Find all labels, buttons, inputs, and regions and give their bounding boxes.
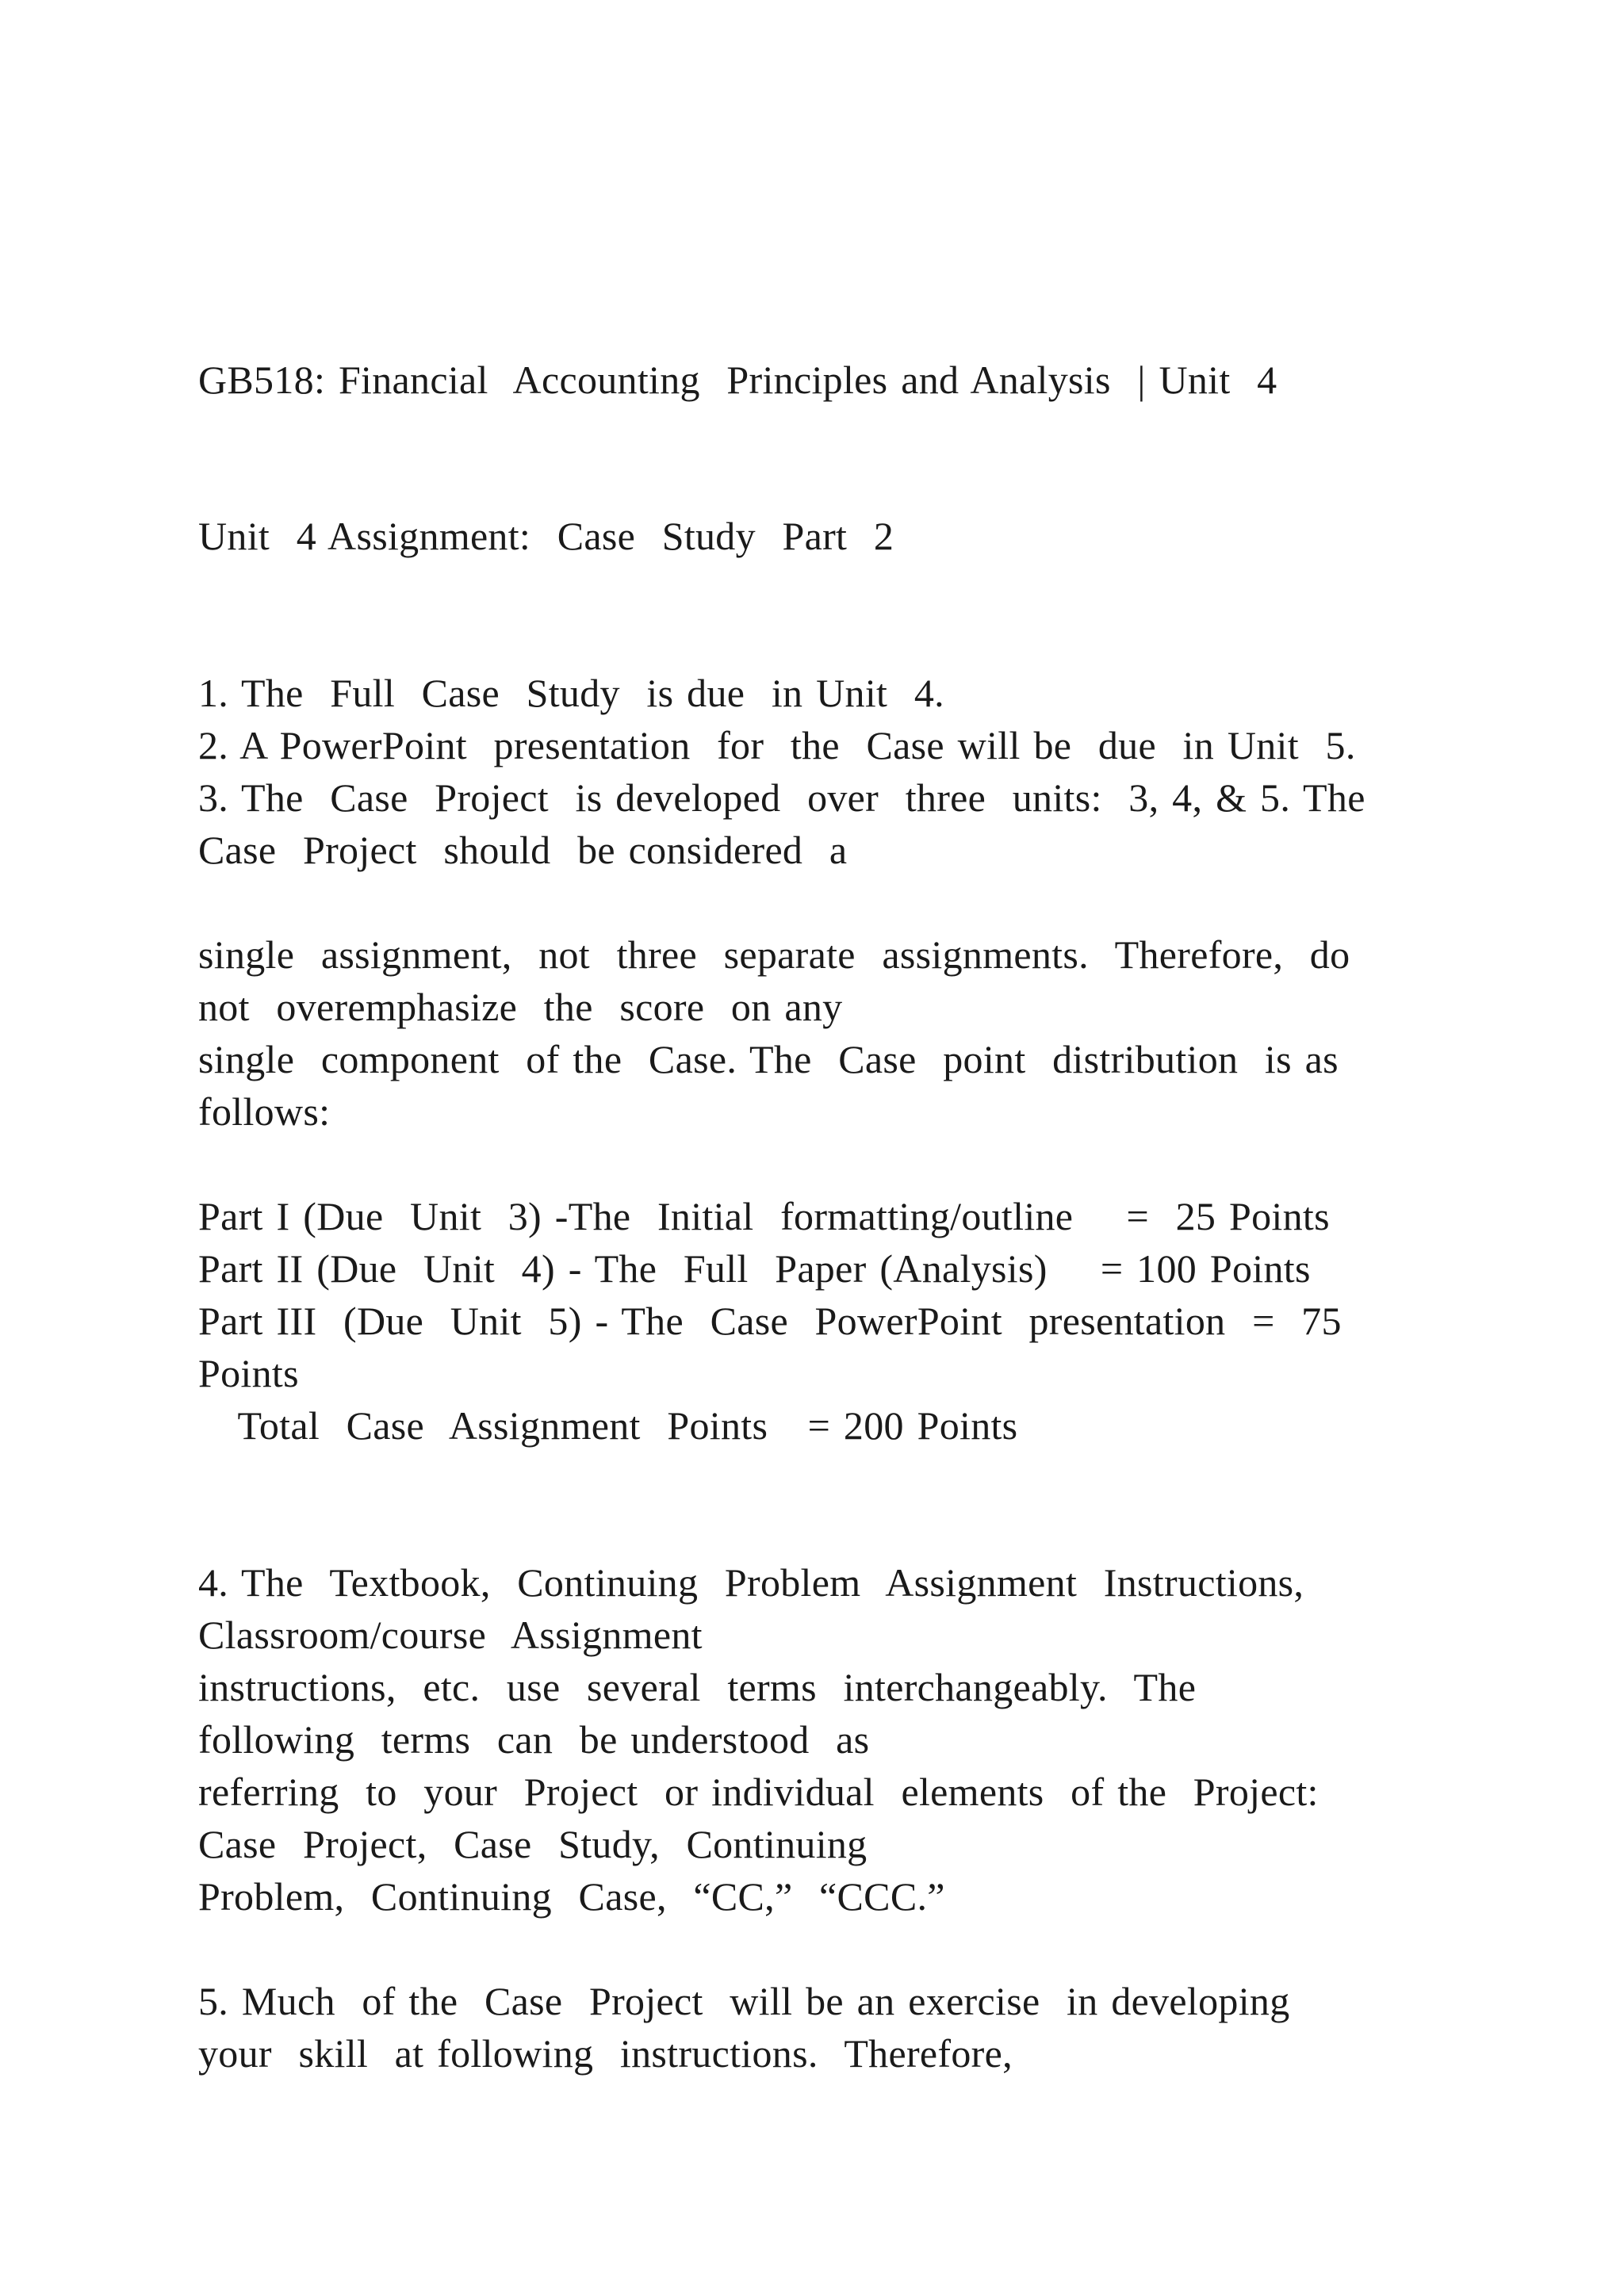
item-4-line: 4. The Textbook, Continuing Problem Assignment Instructions,	[198, 1560, 1304, 1605]
item-4-line: Classroom/course Assignment	[198, 1613, 703, 1657]
assignment-title: Unit 4 Assignment: Case Study Part 2	[198, 514, 894, 558]
points-part-3-cont: Points	[198, 1351, 299, 1395]
item-4-line: Case Project, Case Study, Continuing	[198, 1822, 868, 1866]
points-total: Total Case Assignment Points = 200 Points	[198, 1403, 1018, 1448]
item-3-line: Case Project should be considered a	[198, 828, 848, 872]
item-3-line: 3. The Case Project is developed over three units: 3, 4, & 5. The	[198, 775, 1365, 820]
item-3-line: single component of the Case. The Case point distribution is as	[198, 1037, 1339, 1081]
course-header: GB518: Financial Accounting Principles and Analysis | Unit 4	[198, 358, 1277, 402]
item-5-line: 5. Much of the Case Project will be an exercise in developing	[198, 1979, 1290, 2023]
item-3-line: follows:	[198, 1089, 331, 1134]
points-part-3: Part III (Due Unit 5) - The Case PowerPoint presentation = 75	[198, 1299, 1342, 1343]
item-3-line: single assignment, not three separate assignments. Therefore, do	[198, 932, 1350, 977]
item-5-line: your skill at following instructions. Therefore,	[198, 2031, 1013, 2076]
item-1-line: 1. The Full Case Study is due in Unit 4.	[198, 671, 944, 715]
item-4-line: following terms can be understood as	[198, 1717, 870, 1762]
item-4-line: instructions, etc. use several terms interchangeably. The	[198, 1665, 1197, 1709]
item-2-line: 2. A PowerPoint presentation for the Case will be due in Unit 5.	[198, 723, 1356, 767]
item-4-line: Problem, Continuing Case, “CC,” “CCC.”	[198, 1874, 945, 1919]
points-part-2: Part II (Due Unit 4) - The Full Paper (Analysis) = 100 Points	[198, 1246, 1311, 1291]
item-4-line: referring to your Project or individual elements of the Project:	[198, 1770, 1319, 1814]
item-3-line: not overemphasize the score on any	[198, 985, 843, 1029]
points-part-1: Part I (Due Unit 3) -The Initial formatting/outline = 25 Points	[198, 1194, 1330, 1238]
